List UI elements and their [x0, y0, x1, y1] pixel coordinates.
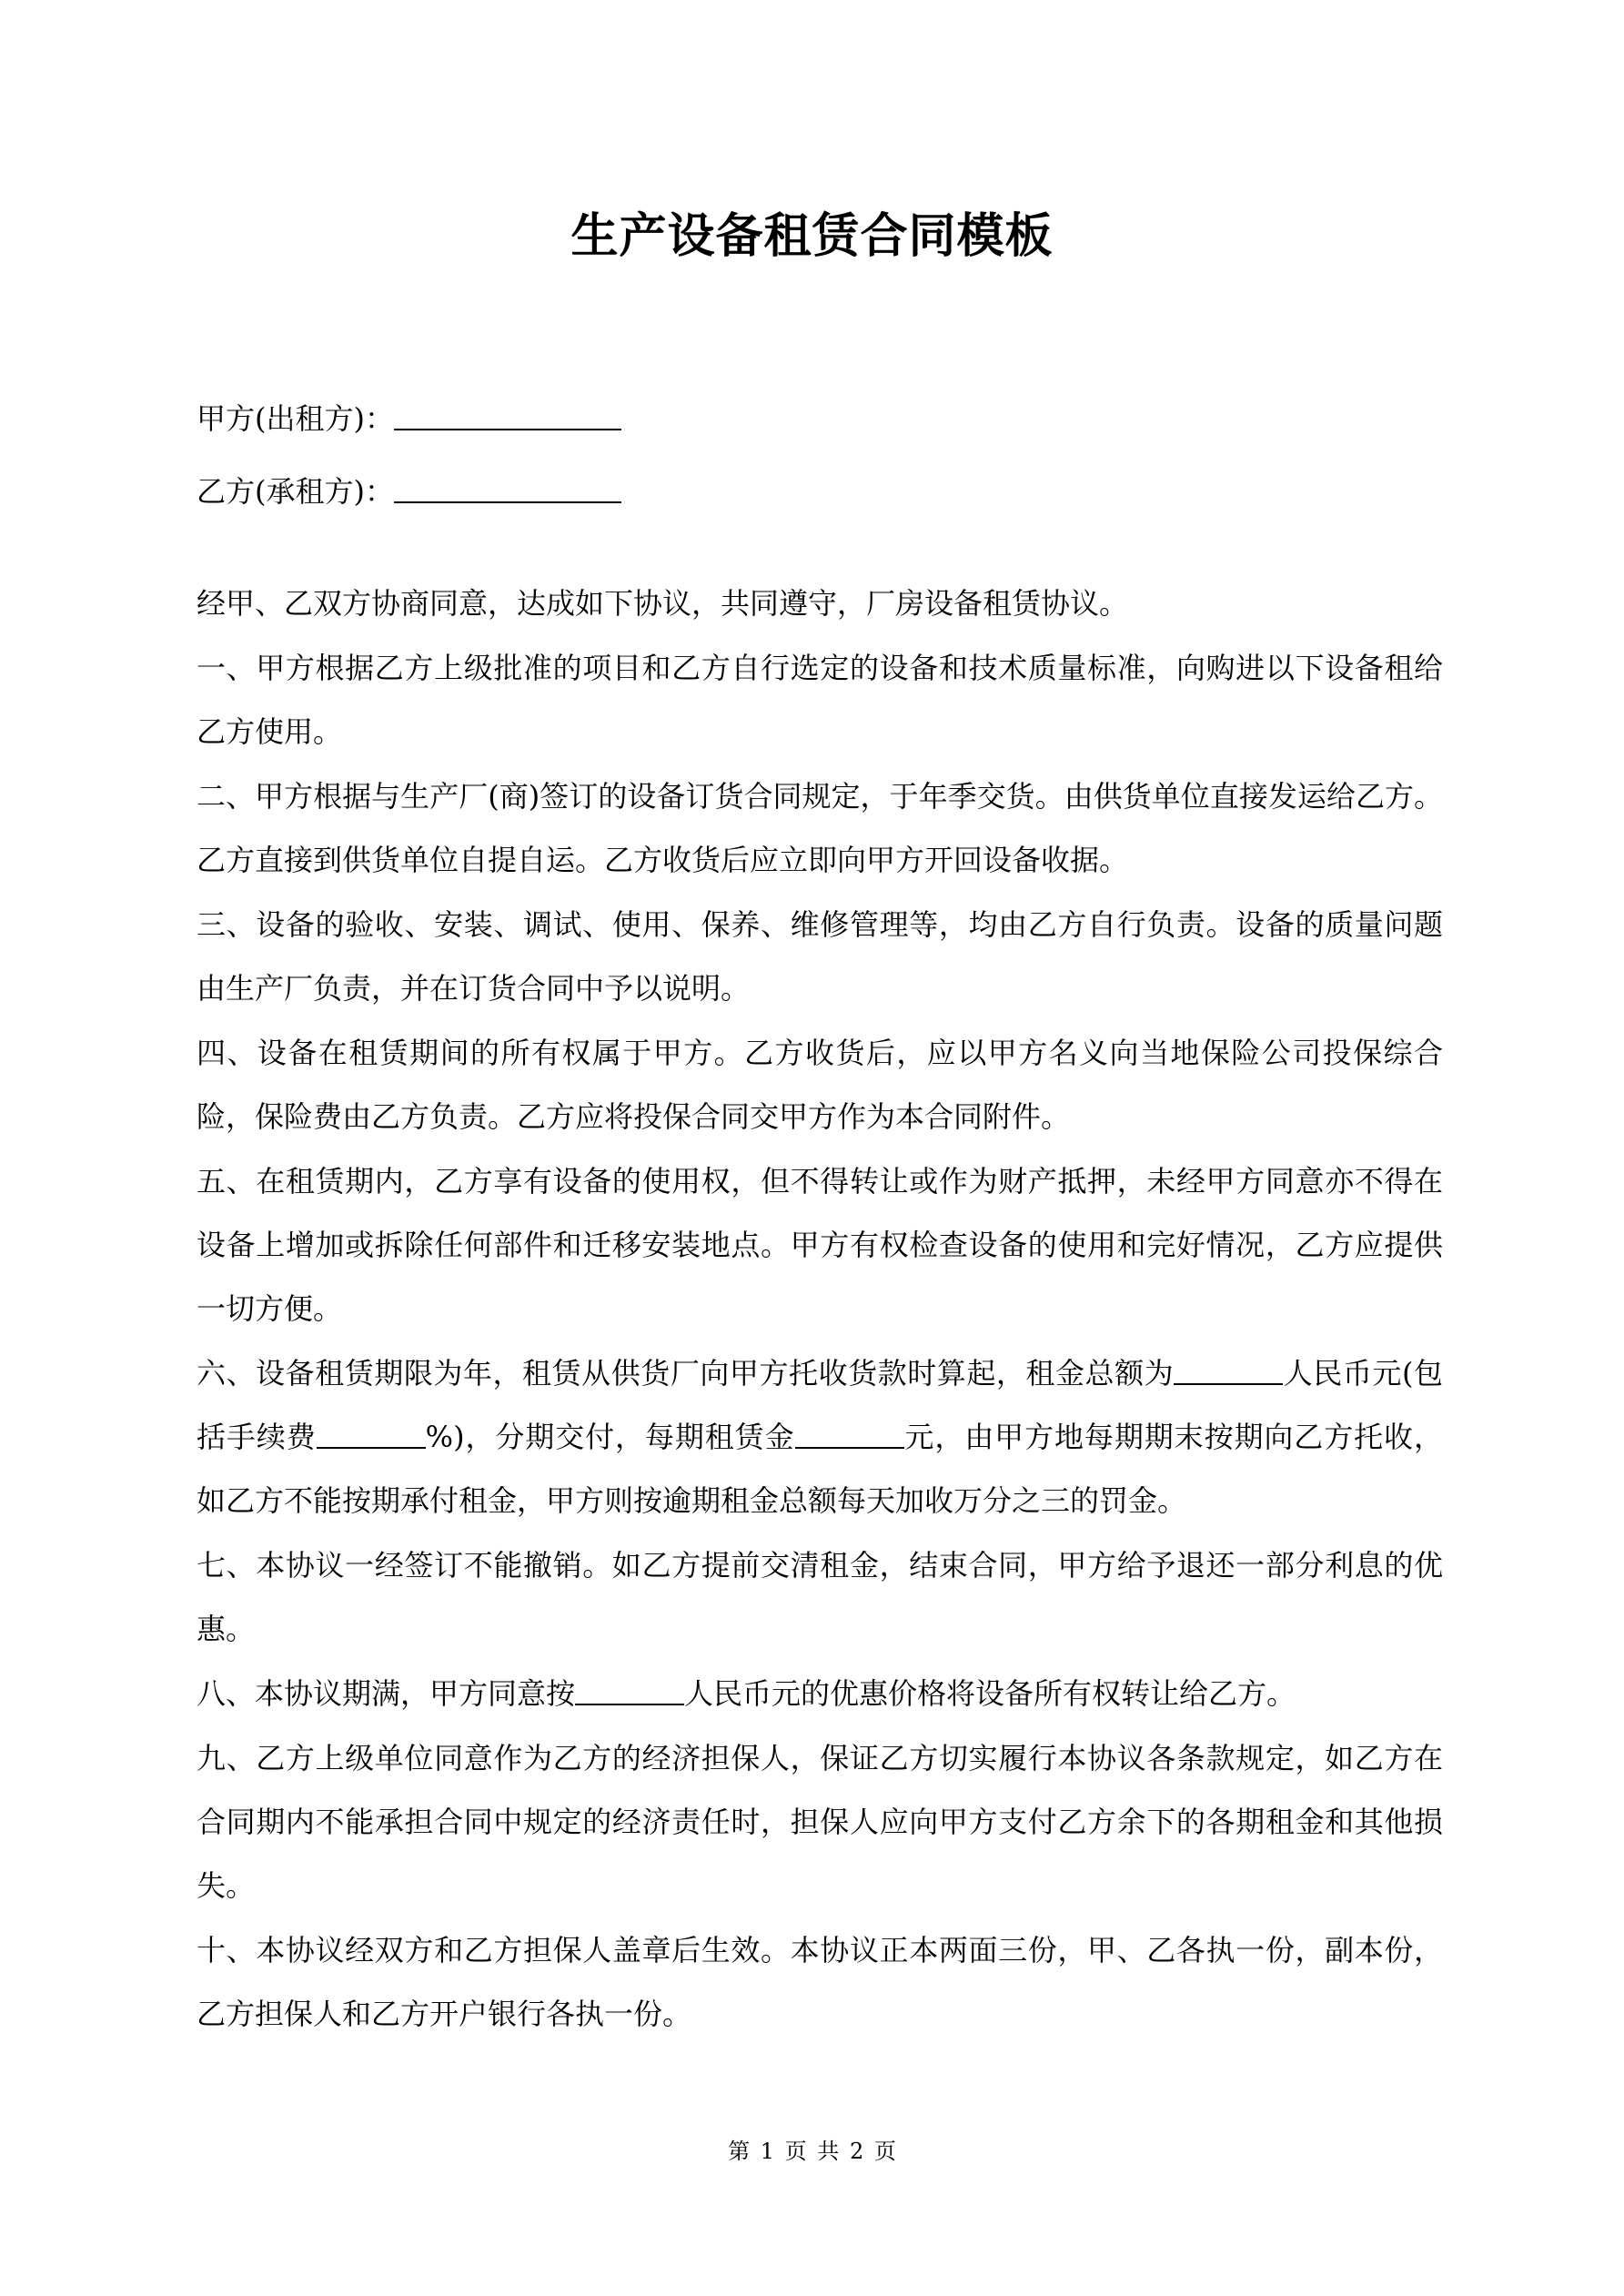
clause-2: 二、甲方根据与生产厂(商)签订的设备订货合同规定，于年季交货。由供货单位直接发运给乙方。乙方直接到供货单位自提自运。乙方收货后应立即向甲方开回设备收据。: [197, 779, 1443, 877]
installment-blank: [795, 1420, 904, 1449]
clause-3: 三、设备的验收、安装、调试、使用、保养、维修管理等，均由乙方自行负责。设备的质量问题由生产厂负责，并在订货合同中予以说明。: [197, 907, 1443, 1006]
clause-1: 一、甲方根据乙方上级批准的项目和乙方自行选定的设备和技术质量标准，向购进以下设备租给乙方使用。: [197, 651, 1443, 749]
party-a-blank: [394, 401, 621, 430]
fee-percent-blank: [317, 1420, 426, 1449]
clause-8: [197, 1662, 1443, 1725]
contract-body: [197, 571, 1443, 2047]
clause-7: 七、本协议一经签订不能撤销。如乙方提前交清租金，结束合同，甲方给予退还一部分利息的优惠。: [197, 1548, 1443, 1646]
rent-total-blank: [1174, 1356, 1283, 1385]
party-b-line: [197, 455, 1443, 528]
clause-9: 九、乙方上级单位同意作为乙方的经济担保人，保证乙方切实履行本协议各条款规定，如乙方在合同期内不能承担合同中规定的经济责任时，担保人应向甲方支付乙方余下的各期租金和其他损失。: [197, 1741, 1443, 1903]
intro-paragraph: 经甲、乙双方协商同意，达成如下协议，共同遵守，厂房设备租赁协议。: [197, 586, 1129, 621]
clause-6-part-c: %)，分期交付，每期租赁金: [425, 1420, 795, 1454]
clause-8-part-b: 人民币元的优惠价格将设备所有权转让给乙方。: [684, 1676, 1296, 1711]
clause-4: 四、设备在租赁期间的所有权属于甲方。乙方收货后，应以甲方名义向当地保险公司投保综合险，保险费由乙方负责。乙方应将投保合同交甲方作为本合同附件。: [197, 1036, 1443, 1134]
page-footer: 第 1 页 共 2 页: [728, 2139, 896, 2164]
clause-8-part-a: 八、本协议期满，甲方同意按: [197, 1676, 576, 1711]
clause-10: 十、本协议经双方和乙方担保人盖章后生效。本协议正本两面三份，甲、乙各执一份，副本份，乙方担保人和乙方开户银行各执一份。: [197, 1933, 1443, 2031]
clause-6-part-d: 元，由甲方地每期期末按期向乙方托收，如乙方不能按期承付租金，甲方则按逾期租金总额每天加收万分之三的罚金。: [197, 1420, 1443, 1518]
party-b-label: 乙方(承租方)：: [197, 474, 394, 509]
party-a-line: [197, 382, 1443, 455]
document-title: 生产设备租赁合同模板: [570, 208, 1054, 264]
parties-section: [197, 382, 1443, 528]
clause-6-part-a: 六、设备租赁期限为年，租赁从供货厂向甲方托收货款时算起，租金总额为: [197, 1356, 1175, 1391]
clause-6-part-b: 人民币元(包括手续费: [197, 1356, 1443, 1454]
clause-6: [197, 1341, 1443, 1532]
transfer-price-blank: [575, 1676, 684, 1705]
party-b-blank: [394, 474, 621, 503]
clause-5: 五、在租赁期内，乙方享有设备的使用权，但不得转让或作为财产抵押，未经甲方同意亦不得在设备上增加或拆除任何部件和迁移安装地点。甲方有权检查设备的使用和完好情况，乙方应提供一切方便。: [197, 1164, 1443, 1326]
party-a-label: 甲方(出租方)：: [197, 401, 394, 436]
